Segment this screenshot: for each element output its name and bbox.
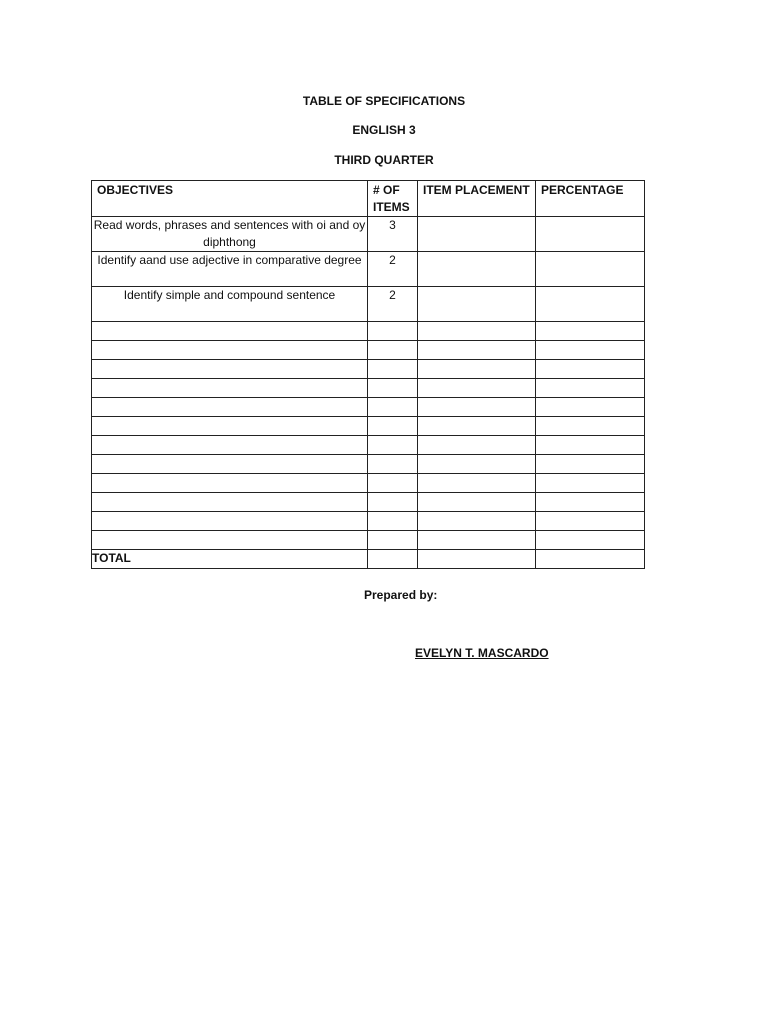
- items-cell: 2: [368, 252, 418, 287]
- percentage-cell: [536, 287, 645, 322]
- header-number-of-items: # OF ITEMS: [368, 181, 418, 217]
- empty-row: [92, 493, 645, 512]
- empty-row: [92, 436, 645, 455]
- placement-cell: [418, 217, 536, 252]
- header-item-placement: ITEM PLACEMENT: [418, 181, 536, 217]
- empty-row: [92, 379, 645, 398]
- items-cell: 2: [368, 287, 418, 322]
- empty-row: [92, 322, 645, 341]
- objective-cell: Identify aand use adjective in comparative degree: [92, 252, 368, 287]
- total-row: [92, 550, 645, 569]
- document-title: TABLE OF SPECIFICATIONS: [302, 94, 466, 108]
- empty-row: [92, 531, 645, 550]
- empty-row: [92, 512, 645, 531]
- document-subject: ENGLISH 3: [352, 123, 416, 137]
- empty-row: [92, 341, 645, 360]
- total-items-cell: [368, 550, 418, 569]
- preparer-name: EVELYN T. MASCARDO: [415, 646, 549, 660]
- empty-row: [92, 360, 645, 379]
- header-objectives: OBJECTIVES: [92, 181, 368, 217]
- percentage-cell: [536, 252, 645, 287]
- empty-row: [92, 417, 645, 436]
- header-percentage: PERCENTAGE: [536, 181, 645, 217]
- table-row: [92, 252, 645, 287]
- items-cell: 3: [368, 217, 418, 252]
- table-row: [92, 287, 645, 322]
- document-quarter: THIRD QUARTER: [334, 153, 434, 167]
- specification-table: [91, 180, 645, 569]
- total-percentage-cell: [536, 550, 645, 569]
- total-placement-cell: [418, 550, 536, 569]
- empty-row: [92, 455, 645, 474]
- total-label: TOTAL: [92, 550, 368, 569]
- objective-cell: Read words, phrases and sentences with oi and oy diphthong: [92, 217, 368, 252]
- prepared-by-label: Prepared by:: [364, 588, 438, 602]
- objective-cell: Identify simple and compound sentence: [92, 287, 368, 322]
- placement-cell: [418, 252, 536, 287]
- empty-row: [92, 474, 645, 493]
- empty-row: [92, 398, 645, 417]
- percentage-cell: [536, 217, 645, 252]
- table-header-row: [92, 181, 645, 217]
- placement-cell: [418, 287, 536, 322]
- table-row: [92, 217, 645, 252]
